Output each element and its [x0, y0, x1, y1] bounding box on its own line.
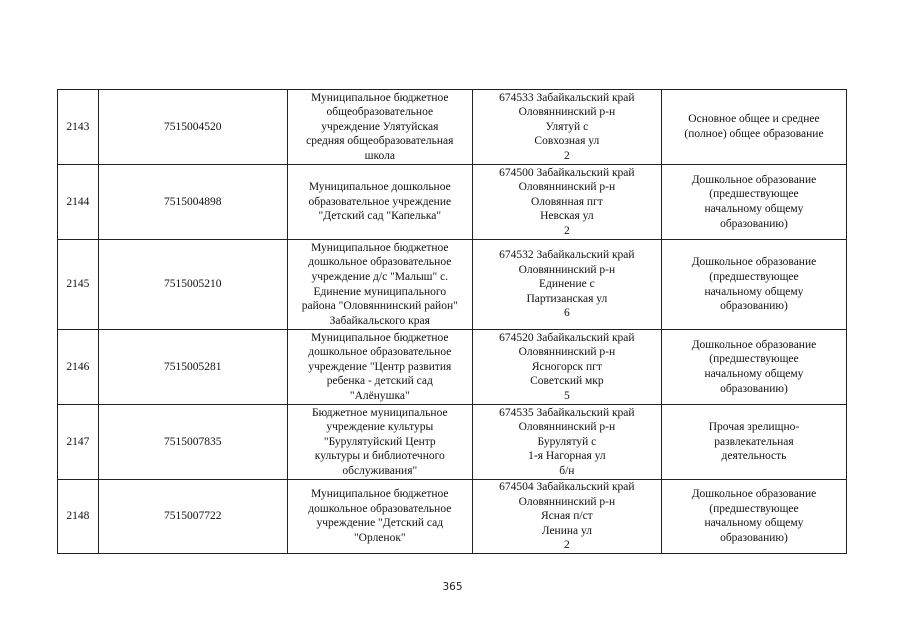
address-cell: 674533 Забайкальский край Оловяннинский р-н Улятуй с Совхозная ул 2 — [472, 90, 661, 165]
page-number: 365 — [442, 581, 463, 593]
activity-cell: Прочая зрелищно- развлекательная деятельность — [661, 405, 846, 480]
inn-cell: 7515007835 — [98, 405, 287, 480]
inn-cell: 7515004898 — [98, 165, 287, 240]
table-row — [58, 90, 847, 165]
row-number: 2147 — [58, 405, 99, 480]
table-row — [58, 405, 847, 480]
address-cell: 674532 Забайкальский край Оловяннинский р-н Единение с Партизанская ул 6 — [472, 240, 661, 330]
organization-name-cell: Муниципальное бюджетное дошкольное образовательное учреждение "Центр развития ребенка - детский сад "Алёнушка" — [287, 330, 472, 405]
table-row — [58, 480, 847, 554]
activity-cell: Дошкольное образование (предшествующее начальному общему образованию) — [661, 330, 846, 405]
inn-cell: 7515005210 — [98, 240, 287, 330]
table-row — [58, 330, 847, 405]
organization-name-cell: Муниципальное бюджетное дошкольное образовательное учреждение "Детский сад "Орленок" — [287, 480, 472, 554]
address-cell: 674500 Забайкальский край Оловяннинский р-н Оловянная пгт Невская ул 2 — [472, 165, 661, 240]
registry-table — [57, 89, 847, 554]
row-number: 2144 — [58, 165, 99, 240]
activity-cell: Дошкольное образование (предшествующее начальному общему образованию) — [661, 480, 846, 554]
row-number: 2143 — [58, 90, 99, 165]
activity-cell: Дошкольное образование (предшествующее начальному общему образованию) — [661, 240, 846, 330]
organization-name-cell: Муниципальное дошкольное образовательное учреждение "Детский сад "Капелька" — [287, 165, 472, 240]
table-row — [58, 240, 847, 330]
inn-cell: 7515007722 — [98, 480, 287, 554]
organization-name-cell: Муниципальное бюджетное дошкольное образовательное учреждение д/с "Малыш" с. Единение муниципального района "Оловяннинский район" Забайкальского края — [287, 240, 472, 330]
address-cell: 674535 Забайкальский край Оловяннинский р-н Бурулятуй с 1-я Нагорная ул б/н — [472, 405, 661, 480]
table-row — [58, 165, 847, 240]
inn-cell: 7515004520 — [98, 90, 287, 165]
activity-cell: Основное общее и среднее (полное) общее образование — [661, 90, 846, 165]
organization-name-cell: Муниципальное бюджетное общеобразовательное учреждение Улятуйская средняя общеобразовательная школа — [287, 90, 472, 165]
row-number: 2148 — [58, 480, 99, 554]
inn-cell: 7515005281 — [98, 330, 287, 405]
activity-cell: Дошкольное образование (предшествующее начальному общему образованию) — [661, 165, 846, 240]
row-number: 2145 — [58, 240, 99, 330]
address-cell: 674504 Забайкальский край Оловяннинский р-н Ясная п/ст Ленина ул 2 — [472, 480, 661, 554]
row-number: 2146 — [58, 330, 99, 405]
organization-name-cell: Бюджетное муниципальное учреждение культуры "Бурулятуйский Центр культуры и библиотечного обслуживания" — [287, 405, 472, 480]
address-cell: 674520 Забайкальский край Оловяннинский р-н Ясногорск пгт Советский мкр 5 — [472, 330, 661, 405]
